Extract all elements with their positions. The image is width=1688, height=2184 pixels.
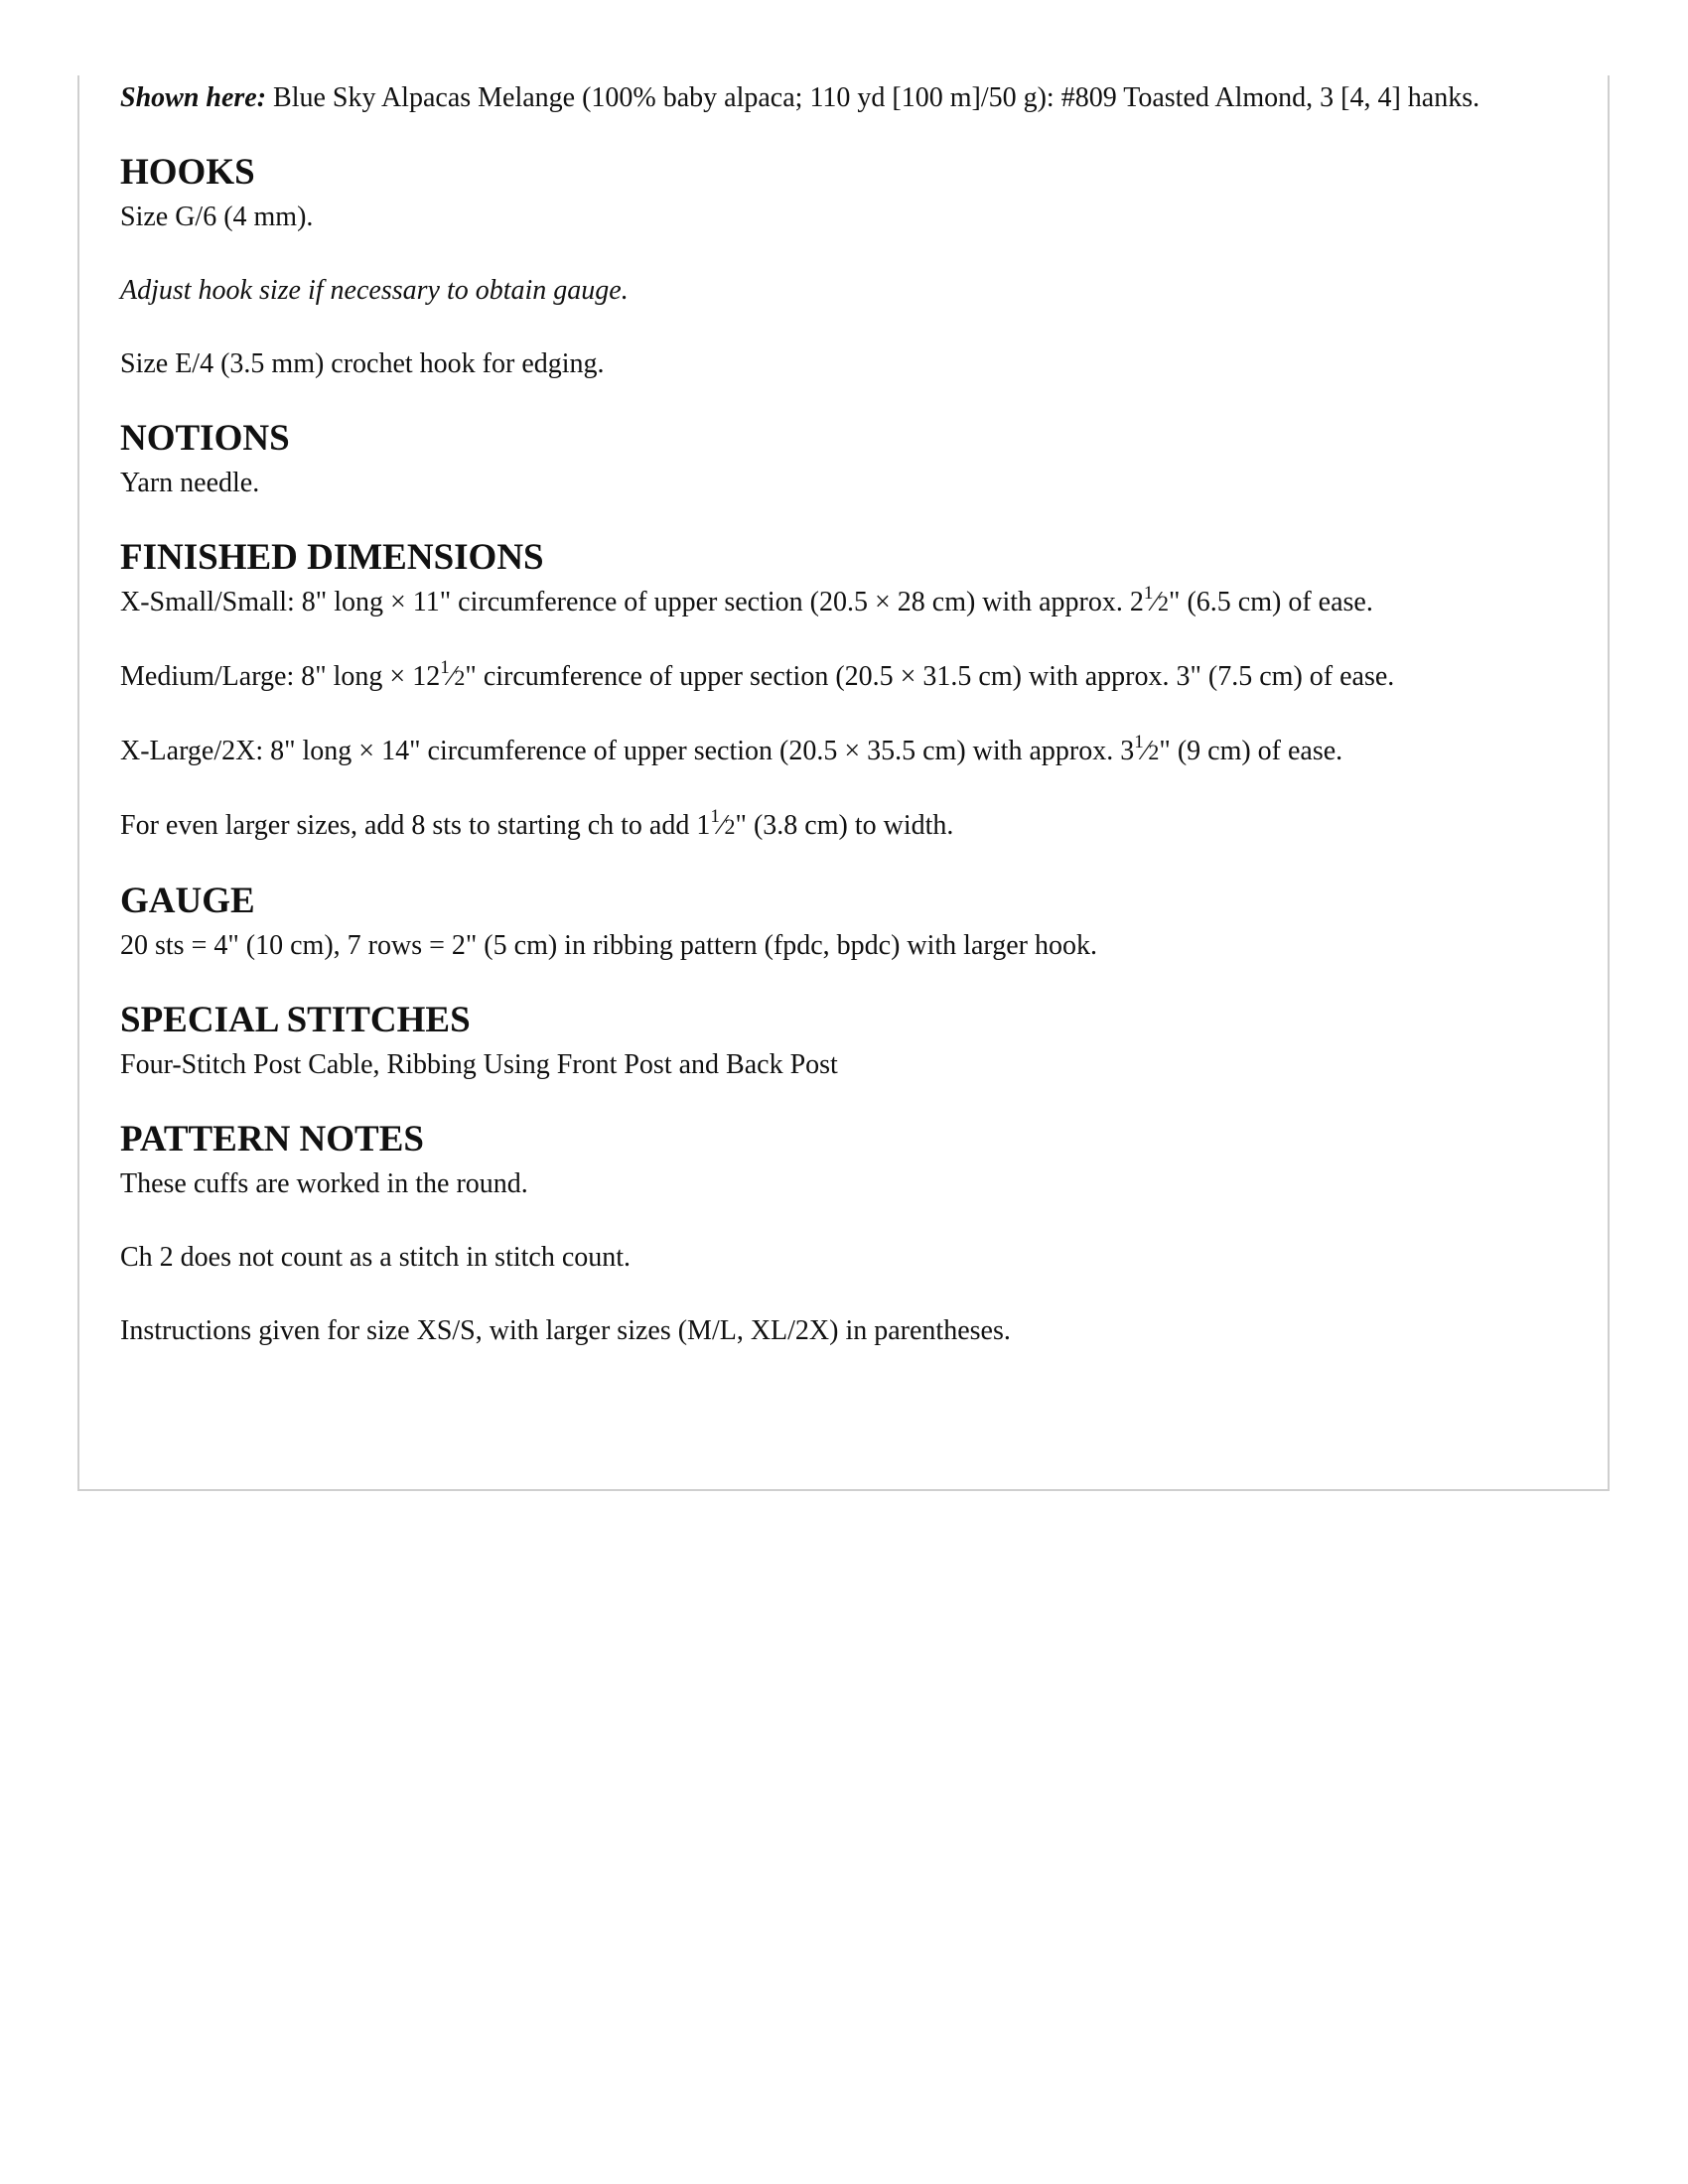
half-fraction (710, 806, 736, 841)
fraction-denominator: 2 (724, 814, 736, 839)
hooks-heading: HOOKS (120, 152, 255, 193)
pattern-materials-card (77, 75, 1610, 1491)
fraction-denominator: 2 (454, 665, 466, 690)
fraction-numerator: 1 (1134, 732, 1144, 752)
dimensions-xs-s-text: X-Small/Small: 8" long × 11" circumference of upper section (20.5 × 28 cm) with approx. 2 (120, 587, 1144, 617)
hook-size: Size G/6 (4 mm). (120, 202, 314, 232)
hooks-section (120, 150, 1568, 386)
special-stitches-section (120, 998, 1568, 1087)
shown-here-paragraph (120, 76, 1568, 120)
notions-heading: NOTIONS (120, 418, 290, 459)
fraction-numerator: 1 (710, 806, 720, 827)
fraction-slash: ⁄ (719, 810, 725, 841)
gauge-text: 20 sts = 4" (10 cm), 7 rows = 2" (5 cm) in ribbing pattern (fpdc, bpdc) with larger hook. (120, 930, 1097, 961)
dimensions-m-l-ease: " circumference of upper section (20.5 × 31.5 cm) with approx. 3" (7.5 cm) of ease. (465, 661, 1395, 692)
fraction-slash: ⁄ (449, 661, 455, 692)
half-fraction (1134, 732, 1160, 766)
hook-adjust-note: Adjust hook size if necessary to obtain gauge. (120, 275, 629, 306)
pattern-notes-section (120, 1117, 1568, 1353)
shown-here-text: Blue Sky Alpacas Melange (100% baby alpaca; 110 yd [100 m]/50 g): #809 Toasted Almond, 3 [4, 4] hanks. (266, 82, 1480, 113)
special-stitches-heading: SPECIAL STITCHES (120, 1000, 471, 1040)
dimensions-m-l (120, 655, 1568, 700)
fraction-denominator: 2 (1148, 740, 1160, 764)
notions-section (120, 416, 1568, 505)
special-stitches-text: Four-Stitch Post Cable, Ribbing Using Front Post and Back Post (120, 1049, 838, 1080)
dimensions-larger-width: " (3.8 cm) to width. (735, 810, 954, 841)
gauge-section (120, 879, 1568, 968)
dimensions-xs-s-ease: " (6.5 cm) of ease. (1169, 587, 1373, 617)
dimensions-xl-2x-text: X-Large/2X: 8" long × 14" circumference of upper section (20.5 × 35.5 cm) with approx. 3 (120, 736, 1135, 766)
edging-hook: Size E/4 (3.5 mm) crochet hook for edging. (120, 348, 605, 379)
fraction-denominator: 2 (1158, 591, 1170, 615)
pattern-note-round: These cuffs are worked in the round. (120, 1168, 528, 1199)
fraction-numerator: 1 (1143, 583, 1154, 604)
fraction-numerator: 1 (440, 657, 450, 678)
yarn-section (120, 75, 1568, 120)
finished-dimensions-section (120, 535, 1568, 849)
dimensions-xs-s (120, 581, 1568, 625)
finished-dimensions-heading: FINISHED DIMENSIONS (120, 537, 544, 578)
dimensions-m-l-text: Medium/Large: 8" long × 12 (120, 661, 441, 692)
dimensions-xl-2x-ease: " (9 cm) of ease. (1159, 736, 1343, 766)
notions-text: Yarn needle. (120, 468, 260, 498)
half-fraction (1143, 583, 1170, 617)
half-fraction (440, 657, 466, 692)
dimensions-xl-2x (120, 730, 1568, 774)
shown-here-label: Shown here: (120, 82, 267, 113)
fraction-slash: ⁄ (1153, 587, 1159, 617)
pattern-notes-heading: PATTERN NOTES (120, 1119, 424, 1160)
dimensions-larger-sizes (120, 804, 1568, 849)
dimensions-larger-text: For even larger sizes, add 8 sts to starting ch to add 1 (120, 810, 711, 841)
pattern-note-ch2: Ch 2 does not count as a stitch in stitch count. (120, 1242, 632, 1273)
pattern-note-sizes: Instructions given for size XS/S, with larger sizes (M/L, XL/2X) in parentheses. (120, 1315, 1011, 1346)
gauge-heading: GAUGE (120, 881, 255, 921)
fraction-slash: ⁄ (1143, 736, 1149, 766)
